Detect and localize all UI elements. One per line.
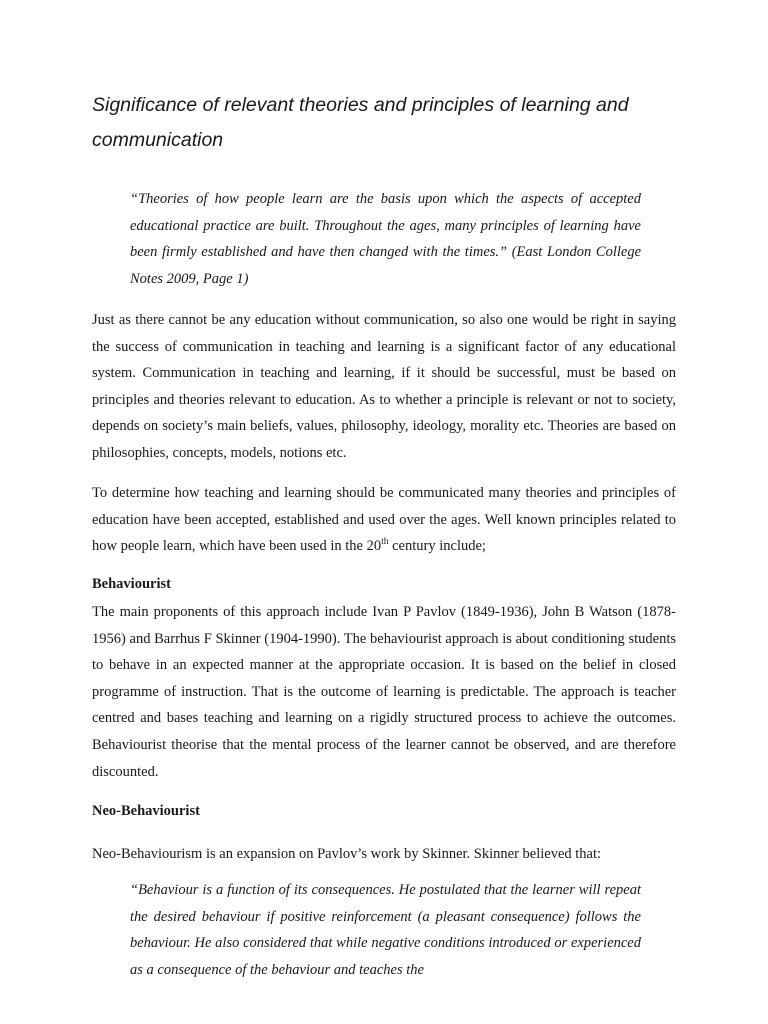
heading-behaviourist: Behaviourist — [92, 576, 171, 592]
document-title: Significance of relevant theories and principles of learning and communication — [92, 94, 629, 151]
paragraph-neo-behaviourism: Neo-Behaviourism is an expansion on Pavlov’s work by Skinner. Skinner believed that: — [92, 846, 602, 862]
paragraph-principles-end: century include; — [388, 538, 486, 555]
heading-neo-behaviourist: Neo-Behaviourist — [92, 803, 200, 819]
superscript-th: th — [381, 537, 389, 548]
skinner-quote: “Behaviour is a function of its consequences. He postulated that the learner will repeat the desired behaviour if positive reinforcement (a pleasant consequence) follows the behaviour. He also considered that while negative conditions introduced or experienced as a consequence of the behaviour and teaches the — [130, 882, 641, 978]
paragraph-behaviourist: The main proponents of this approach include Ivan P Pavlov (1849-1936), John B Watson (1878-1956) and Barrhus F Skinner (1904-1990). The behaviourist approach is about conditioning students to behave in an expected manner at the appropriate occasion. It is based on the belief in closed programme of instruction. That is the outcome of learning is predictable. The approach is teacher centred and bases teaching and learning on a rigidly structured process to achieve the outcomes. Behaviourist theorise that the mental process of the learner cannot be observed, and are therefore discounted. — [92, 604, 676, 780]
paragraph-principles-text: To determine how teaching and learning should be communicated many theories and principles of education have been accepted, established and used over the ages. Well known principles related to how people learn, which have been used in the 20 — [92, 485, 676, 555]
paragraph-principles — [92, 480, 676, 560]
paragraph-communication: Just as there cannot be any education without communication, so also one would be right in saying the success of communication in teaching and learning is a significant factor of any educational system. Communication in teaching and learning, if it should be successful, must be based on principles and theories relevant to education. As to whether a principle is relevant or not to society, depends on society’s main beliefs, values, philosophy, ideology, morality etc. Theories are based on philosophies, concepts, models, notions etc. — [92, 312, 676, 461]
opening-quote: “Theories of how people learn are the basis upon which the aspects of accepted educational practice are built. Throughout the ages, many principles of learning have been firmly established and have then changed with the times.” (East London College Notes 2009, Page 1) — [130, 191, 641, 287]
